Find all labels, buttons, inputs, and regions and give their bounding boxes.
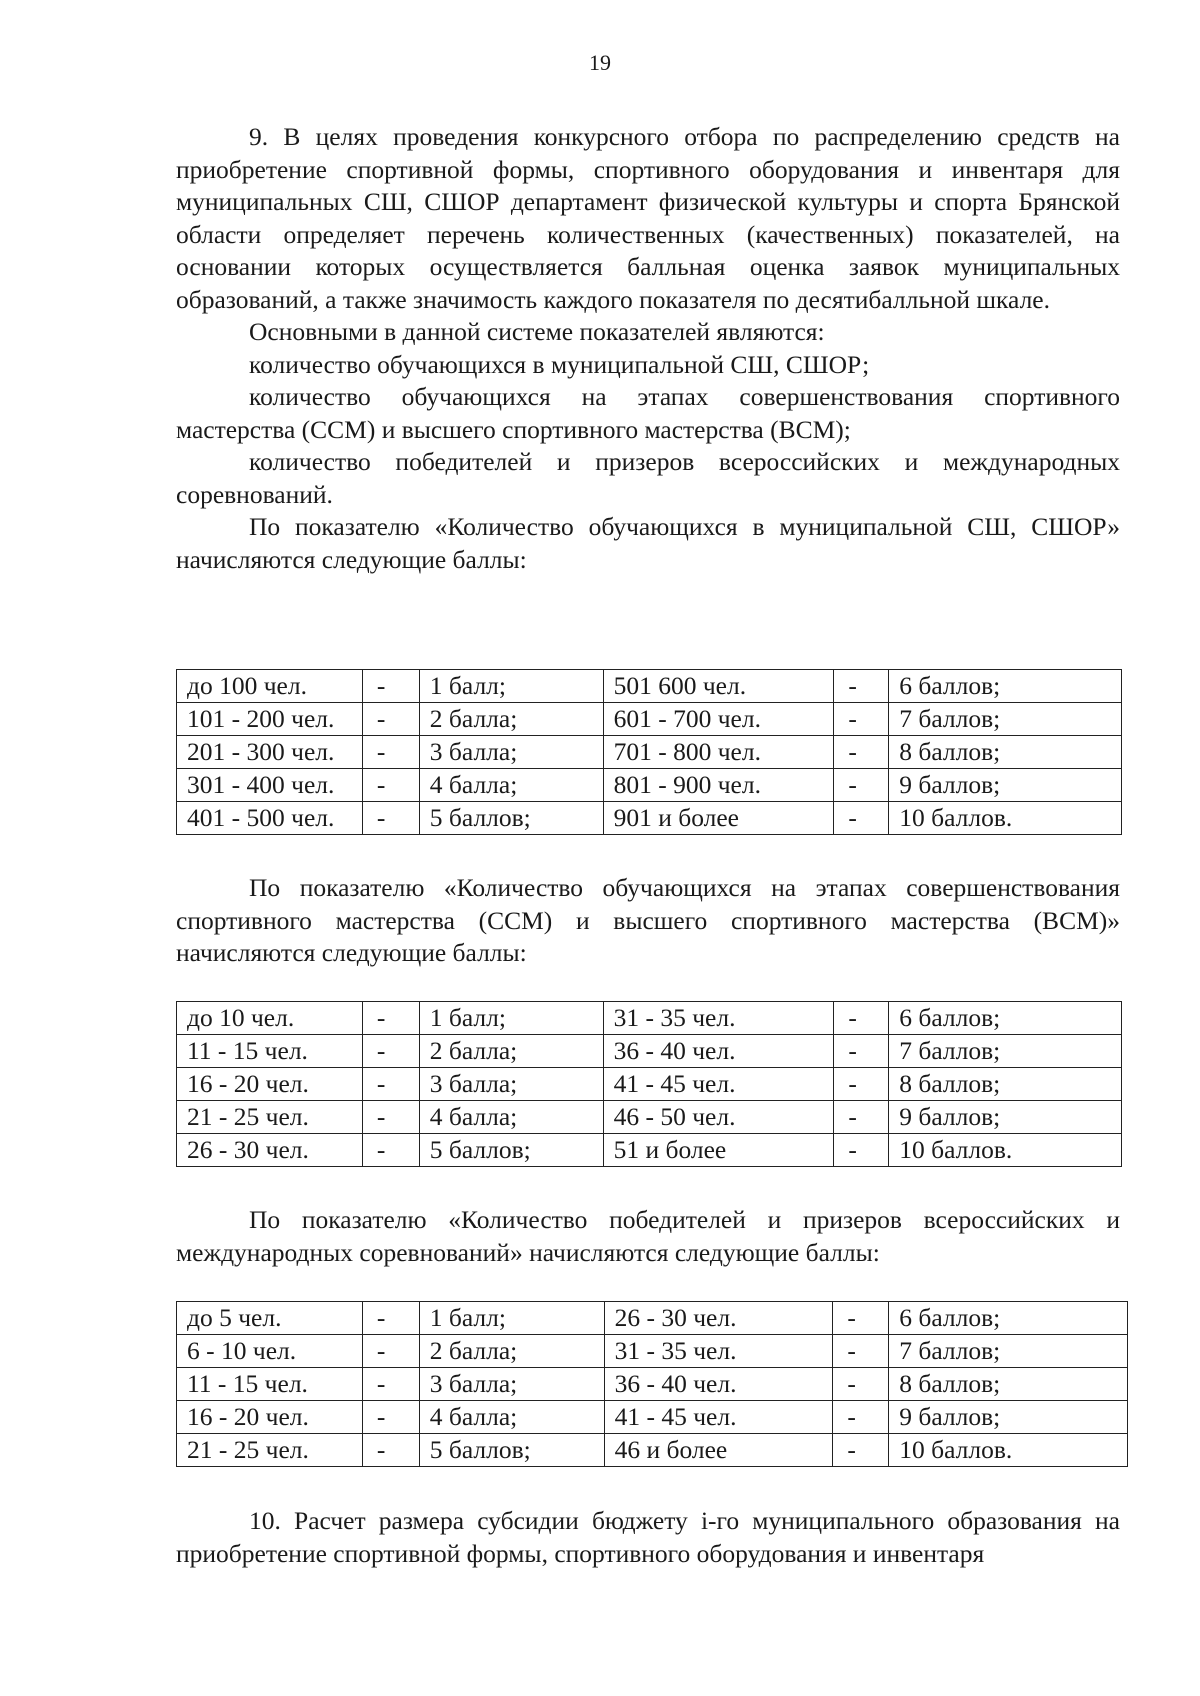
dash-cell: - [834,802,889,835]
dash-cell: - [362,1302,419,1335]
dash-cell: - [834,1035,889,1068]
table-row [177,1434,1128,1467]
score-cell: 7 баллов; [889,1035,1122,1068]
range-cell: 46 - 50 чел. [603,1101,834,1134]
range-cell: 11 - 15 чел. [177,1035,363,1068]
paragraph-9-intro: 9. В целях проведения конкурсного отбора по распределению средств на приобретение спортивной формы, спортивного оборудования и инвентаря для муниципальных СШ, СШОР департамент физической культуры и спорта Брянской области определяет перечень количественных (качественных) показателей, на основании которых осуществляется балльная оценка заявок муниципальных образований, а также значимость каждого показателя по десятибалльной шкале. [176,122,1120,314]
range-cell: 26 - 30 чел. [604,1302,833,1335]
table1-body [177,670,1122,835]
range-cell: 901 и более [603,802,834,835]
paragraph-table3-intro: По показателю «Количество победителей и призеров всероссийских и международных соревнований» начисляются следующие баллы: [176,1205,1120,1267]
dash-cell: - [362,670,419,703]
table-row [177,1068,1122,1101]
dash-cell: - [362,1335,419,1368]
range-cell: до 5 чел. [177,1302,363,1335]
dash-cell: - [834,1068,889,1101]
table-row [177,1002,1122,1035]
table2-intro-text [176,872,1120,970]
table-row [177,670,1122,703]
score-cell: 3 балла; [419,1068,603,1101]
table3-intro-text [176,1204,1120,1269]
score-table-students [176,669,1122,835]
dash-cell: - [833,1368,889,1401]
dash-cell: - [362,1401,419,1434]
paragraph-table2-intro: По показателю «Количество обучающихся на этапах совершенствования спортивного мастерства (ССМ) и высшего спортивного мастерства (ВСМ)» начисляются следующие баллы: [176,873,1120,967]
range-cell: 36 - 40 чел. [604,1368,833,1401]
dash-cell: - [362,736,419,769]
score-cell: 9 баллов; [889,769,1122,802]
range-cell: 26 - 30 чел. [177,1134,363,1167]
score-cell: 7 баллов; [889,1335,1128,1368]
range-cell: 51 и более [603,1134,834,1167]
dash-cell: - [833,1401,889,1434]
table-row [177,802,1122,835]
range-cell: 36 - 40 чел. [603,1035,834,1068]
score-cell: 4 балла; [419,769,603,802]
range-cell: 501 600 чел. [603,670,834,703]
score-cell: 7 баллов; [889,703,1122,736]
score-cell: 4 балла; [419,1101,603,1134]
score-cell: 5 баллов; [419,802,603,835]
score-cell: 1 балл; [419,670,603,703]
range-cell: 6 - 10 чел. [177,1335,363,1368]
range-cell: 31 - 35 чел. [604,1335,833,1368]
range-cell: 601 - 700 чел. [603,703,834,736]
score-cell: 6 баллов; [889,670,1122,703]
paragraph-indicator-1: количество обучающихся в муниципальной СШ, СШОР; [249,349,870,379]
dash-cell: - [362,1068,419,1101]
table-row [177,1035,1122,1068]
range-cell: 31 - 35 чел. [603,1002,834,1035]
page-number: 19 [589,50,611,75]
range-cell: до 10 чел. [177,1002,363,1035]
dash-cell: - [362,769,419,802]
range-cell: 41 - 45 чел. [604,1401,833,1434]
score-cell: 2 балла; [419,703,603,736]
score-cell: 8 баллов; [889,1368,1128,1401]
range-cell: 201 - 300 чел. [177,736,363,769]
dash-cell: - [362,1035,419,1068]
score-cell: 10 баллов. [889,1134,1122,1167]
score-cell: 2 балла; [419,1335,604,1368]
range-cell: 21 - 25 чел. [177,1101,363,1134]
section-10-text [176,1505,1120,1570]
range-cell: 46 и более [604,1434,833,1467]
dash-cell: - [834,670,889,703]
score-cell: 10 баллов. [889,802,1122,835]
paragraph-indicator-3: количество победителей и призеров всероссийских и международных соревнований. [176,447,1120,509]
table-row [177,1401,1128,1434]
table3-body [177,1302,1128,1467]
dash-cell: - [362,1101,419,1134]
score-cell: 3 балла; [419,736,603,769]
table-row [177,1101,1122,1134]
range-cell: до 100 чел. [177,670,363,703]
dash-cell: - [834,736,889,769]
score-table-ssm-vsm [176,1001,1122,1167]
score-cell: 4 балла; [419,1401,604,1434]
score-cell: 9 баллов; [889,1101,1122,1134]
range-cell: 801 - 900 чел. [603,769,834,802]
score-cell: 8 баллов; [889,1068,1122,1101]
range-cell: 16 - 20 чел. [177,1068,363,1101]
dash-cell: - [834,1002,889,1035]
range-cell: 401 - 500 чел. [177,802,363,835]
range-cell: 41 - 45 чел. [603,1068,834,1101]
section-9-text [176,121,1120,576]
paragraph-main-indicators: Основными в данной системе показателей являются: [249,317,825,346]
score-cell: 1 балл; [419,1002,603,1035]
dash-cell: - [362,1002,419,1035]
score-cell: 6 баллов; [889,1302,1128,1335]
dash-cell: - [362,703,419,736]
score-cell: 3 балла; [419,1368,604,1401]
table-row [177,736,1122,769]
dash-cell: - [833,1302,889,1335]
dash-cell: - [833,1434,889,1467]
score-cell: 9 баллов; [889,1401,1128,1434]
score-cell: 8 баллов; [889,736,1122,769]
table-row [177,1302,1128,1335]
score-cell: 2 балла; [419,1035,603,1068]
dash-cell: - [834,1134,889,1167]
range-cell: 16 - 20 чел. [177,1401,363,1434]
table-row [177,703,1122,736]
dash-cell: - [834,1101,889,1134]
range-cell: 11 - 15 чел. [177,1368,363,1401]
dash-cell: - [362,802,419,835]
score-cell: 10 баллов. [889,1434,1128,1467]
dash-cell: - [833,1335,889,1368]
table-row [177,1368,1128,1401]
score-table-winners [176,1301,1128,1467]
dash-cell: - [834,703,889,736]
paragraph-table1-intro: По показателю «Количество обучающихся в муниципальной СШ, СШОР» начисляются следующие баллы: [176,512,1120,574]
paragraph-indicator-2: количество обучающихся на этапах совершенствования спортивного мастерства (ССМ) и высшего спортивного мастерства (ВСМ); [176,382,1120,444]
score-cell: 6 баллов; [889,1002,1122,1035]
dash-cell: - [834,769,889,802]
score-cell: 5 баллов; [419,1434,604,1467]
range-cell: 301 - 400 чел. [177,769,363,802]
dash-cell: - [362,1368,419,1401]
table2-body [177,1002,1122,1167]
dash-cell: - [362,1134,419,1167]
dash-cell: - [362,1434,419,1467]
score-cell: 1 балл; [419,1302,604,1335]
paragraph-10-intro: 10. Расчет размера субсидии бюджету i-го муниципального образования на приобретение спортивной формы, спортивного оборудования и инвентаря [176,1506,1120,1568]
range-cell: 701 - 800 чел. [603,736,834,769]
table-row [177,1335,1128,1368]
range-cell: 101 - 200 чел. [177,703,363,736]
table-row [177,769,1122,802]
score-cell: 5 баллов; [419,1134,603,1167]
table-row [177,1134,1122,1167]
range-cell: 21 - 25 чел. [177,1434,363,1467]
